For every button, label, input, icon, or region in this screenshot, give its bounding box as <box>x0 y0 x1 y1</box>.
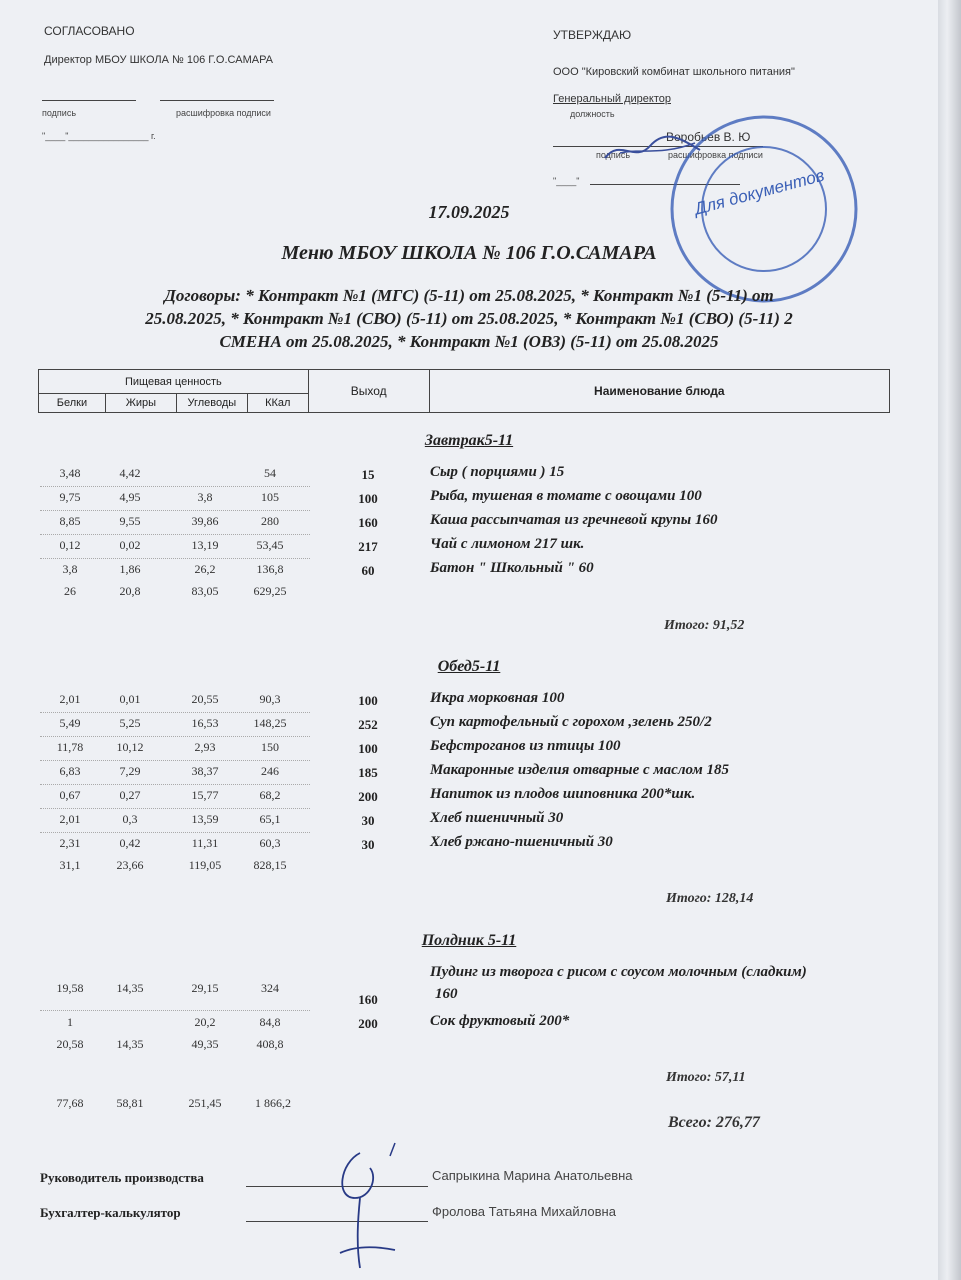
date-line: "____"________________ г. <box>42 131 156 141</box>
header-fat: Жиры <box>105 394 176 413</box>
sum-kcal: 828,15 <box>253 858 287 872</box>
cell-output: 15 <box>361 467 375 482</box>
cell-kcal: 150 <box>261 740 279 754</box>
header-nutrition: Пищевая ценность <box>39 370 309 394</box>
right-sign-caption: подпись <box>596 150 631 160</box>
cell-output: 200 <box>358 1016 378 1031</box>
header-carbs: Углеводы <box>176 394 247 413</box>
cell-carbs: 13,59 <box>191 812 219 826</box>
sum-protein: 20,58 <box>56 1037 84 1051</box>
menu-table-header <box>38 369 890 413</box>
cell-output: 60 <box>361 563 375 578</box>
sum-carbs: 119,05 <box>188 858 222 872</box>
document-date: 17.09.2025 <box>428 202 510 222</box>
director-signature <box>600 128 710 168</box>
right-date-line: "____" <box>553 176 580 186</box>
cell-protein: 3,48 <box>59 466 81 480</box>
contracts-line-2: 25.08.2025, * Контракт №1 (СВО) (5-11) от 25.08.2025, * Контракт №1 (СВО) (5-11) 2 <box>145 309 793 328</box>
cell-protein: 6,83 <box>59 764 81 778</box>
cell-output: 160 <box>358 515 378 530</box>
document-title: Меню МБОУ ШКОЛА № 106 Г.О.САМАРА <box>281 242 657 264</box>
cell-kcal: 90,3 <box>259 692 281 706</box>
cell-output: 100 <box>358 491 378 506</box>
cell-fat: 1,86 <box>119 562 141 576</box>
row-divider <box>40 712 310 713</box>
row-divider <box>40 510 310 511</box>
snack-total: Итого: 57,11 <box>666 1070 746 1085</box>
sum-carbs: 83,05 <box>191 584 219 598</box>
cell-protein: 11,78 <box>56 740 84 754</box>
cell-kcal: 105 <box>261 490 279 504</box>
cell-protein: 5,49 <box>59 716 81 730</box>
sum-protein: 26 <box>64 584 76 598</box>
row-divider <box>40 832 310 833</box>
cell-output: 200 <box>358 789 378 804</box>
grand-kcal: 1 866,2 <box>255 1096 291 1110</box>
cell-dish: Напиток из плодов шиповника 200*шк. <box>430 786 696 802</box>
cell-dish: Чай с лимоном 217 шк. <box>430 536 585 552</box>
cell-carbs: 29,15 <box>191 981 219 995</box>
cell-kcal: 68,2 <box>259 788 281 802</box>
cell-protein: 19,58 <box>56 981 84 995</box>
cell-fat: 4,42 <box>119 466 141 480</box>
cell-carbs: 3,8 <box>197 490 213 504</box>
cell-fat: 0,27 <box>119 788 141 802</box>
cell-protein: 2,01 <box>59 692 81 706</box>
header-dish: Наименование блюда <box>429 370 889 413</box>
breakfast-total: Итого: 91,52 <box>664 618 745 633</box>
position-caption: должность <box>570 109 615 119</box>
cell-carbs: 16,53 <box>191 716 219 730</box>
cell-carbs: 38,37 <box>191 764 219 778</box>
approval-left-position: Директор МБОУ ШКОЛА № 106 Г.О.САМАРА <box>44 54 274 66</box>
cell-protein: 2,01 <box>59 812 81 826</box>
cell-output: 160 <box>358 992 378 1007</box>
right-decode-caption: расшифровка подписи <box>668 150 763 160</box>
grand-protein: 77,68 <box>56 1096 84 1110</box>
sum-kcal: 629,25 <box>253 584 287 598</box>
accountant-label: Бухгалтер-калькулятор <box>40 1205 181 1220</box>
decode-caption: расшифровка подписи <box>176 108 271 118</box>
cell-dish: Пудинг из творога с рисом с соусом молочным (сладким) <box>430 964 807 980</box>
cell-kcal: 53,45 <box>256 538 284 552</box>
cell-protein: 8,85 <box>59 514 81 528</box>
cell-fat: 14,35 <box>116 981 144 995</box>
accountant-name: Фролова Татьяна Михайловна <box>432 1204 616 1219</box>
row-divider <box>40 808 310 809</box>
cell-carbs: 2,93 <box>194 740 216 754</box>
row-divider <box>40 760 310 761</box>
cell-kcal: 280 <box>261 514 279 528</box>
cell-fat: 0,02 <box>119 538 141 552</box>
sum-kcal: 408,8 <box>256 1037 284 1051</box>
cell-output: 217 <box>358 539 378 554</box>
cell-fat: 9,55 <box>119 514 141 528</box>
cell-carbs: 15,77 <box>191 788 219 802</box>
cell-dish: Хлеб ржано-пшеничный 30 <box>430 834 613 850</box>
cell-kcal: 246 <box>261 764 279 778</box>
handwritten-signature <box>300 1138 420 1280</box>
production-head-label: Руководитель производства <box>40 1170 204 1185</box>
cell-fat: 0,3 <box>122 812 138 826</box>
cell-protein: 2,31 <box>59 836 81 850</box>
header-output: Выход <box>308 370 429 413</box>
cell-fat: 10,12 <box>116 740 144 754</box>
cell-dish: Макаронные изделия отварные с маслом 185 <box>430 762 729 778</box>
cell-carbs: 26,2 <box>194 562 216 576</box>
lunch-total: Итого: 128,14 <box>666 891 754 906</box>
cell-dish: Рыба, тушеная в томате с овощами 100 <box>430 488 702 504</box>
sum-fat: 23,66 <box>116 858 144 872</box>
row-divider <box>40 1010 310 1011</box>
cell-output: 185 <box>358 765 378 780</box>
approval-left-heading: СОГЛАСОВАНО <box>44 24 135 38</box>
cell-fat: 4,95 <box>119 490 141 504</box>
cell-protein: 3,8 <box>62 562 78 576</box>
section-snack-title: Полдник 5-11 <box>421 932 517 949</box>
cell-kcal: 84,8 <box>259 1015 281 1029</box>
cell-dish: Сок фруктовый 200* <box>430 1013 570 1029</box>
cell-dish: Батон " Школьный " 60 <box>430 560 594 576</box>
section-breakfast-title: Завтрак5-11 <box>424 432 514 449</box>
sum-carbs: 49,35 <box>191 1037 219 1051</box>
cell-carbs: 20,55 <box>191 692 219 706</box>
cell-fat: 7,29 <box>119 764 141 778</box>
cell-output: 30 <box>361 837 375 852</box>
cell-dish: Каша рассыпчатая из гречневой крупы 160 <box>430 512 718 528</box>
cell-dish: Бефстроганов из птицы 100 <box>430 738 621 754</box>
contracts-line-3: СМЕНА от 25.08.2025, * Контракт №1 (ОВЗ) (5-11) от 25.08.2025 <box>219 332 719 351</box>
header-kcal: ККал <box>247 394 308 413</box>
cell-protein: 9,75 <box>59 490 81 504</box>
cell-carbs: 11,31 <box>191 836 219 850</box>
cell-carbs: 13,19 <box>191 538 219 552</box>
row-divider <box>40 558 310 559</box>
cell-carbs: 20,2 <box>194 1015 216 1029</box>
cell-dish: Суп картофельный с горохом ,зелень 250/2 <box>430 714 712 730</box>
cell-output: 100 <box>358 741 378 756</box>
sum-protein: 31,1 <box>59 858 81 872</box>
sign-caption: подпись <box>42 108 77 118</box>
cell-protein: 0,12 <box>59 538 81 552</box>
cell-output: 30 <box>361 813 375 828</box>
contracts-line-1: Договоры: * Контракт №1 (МГС) (5-11) от 25.08.2025, * Контракт №1 (5-11) от <box>164 286 774 305</box>
cell-dish: Хлеб пшеничный 30 <box>430 810 564 826</box>
cell-kcal: 148,25 <box>253 716 287 730</box>
cell-protein: 1 <box>67 1015 73 1029</box>
cell-dish-continued: 160 <box>435 986 458 1002</box>
row-divider <box>40 486 310 487</box>
director-name: Воробьев В. Ю <box>666 130 751 144</box>
cell-dish: Сыр ( порциями ) 15 <box>430 464 565 480</box>
approval-right-heading: УТВЕРЖДАЮ <box>553 28 632 42</box>
cell-kcal: 54 <box>264 466 276 480</box>
stamp-center-text: Для документов <box>692 165 827 219</box>
cell-kcal: 60,3 <box>259 836 281 850</box>
cell-kcal: 136,8 <box>256 562 284 576</box>
row-divider <box>40 534 310 535</box>
cell-fat: 0,01 <box>119 692 141 706</box>
cell-kcal: 324 <box>261 981 279 995</box>
cell-protein: 0,67 <box>59 788 81 802</box>
sign-line <box>42 100 136 101</box>
cell-carbs: 39,86 <box>191 514 219 528</box>
row-divider <box>40 736 310 737</box>
cell-dish: Икра морковная 100 <box>430 690 565 706</box>
approval-right-position: Генеральный директор <box>553 93 671 105</box>
cell-output: 252 <box>358 717 378 732</box>
cell-fat: 5,25 <box>119 716 141 730</box>
paper-stack-edge <box>938 0 961 1280</box>
grand-carbs: 251,45 <box>188 1096 222 1110</box>
sum-fat: 20,8 <box>119 584 141 598</box>
approval-right-org: ООО "Кировский комбинат школьного питания" <box>553 66 795 78</box>
cell-kcal: 65,1 <box>259 812 281 826</box>
production-head-name: Сапрыкина Марина Анатольевна <box>432 1168 633 1183</box>
row-divider <box>40 784 310 785</box>
sum-fat: 14,35 <box>116 1037 144 1051</box>
grand-total: Всего: 276,77 <box>668 1114 760 1131</box>
header-protein: Белки <box>39 394 106 413</box>
section-lunch-title: Обед5-11 <box>437 658 501 675</box>
grand-fat: 58,81 <box>116 1096 144 1110</box>
cell-fat: 0,42 <box>119 836 141 850</box>
decode-line <box>160 100 274 101</box>
cell-output: 100 <box>358 693 378 708</box>
